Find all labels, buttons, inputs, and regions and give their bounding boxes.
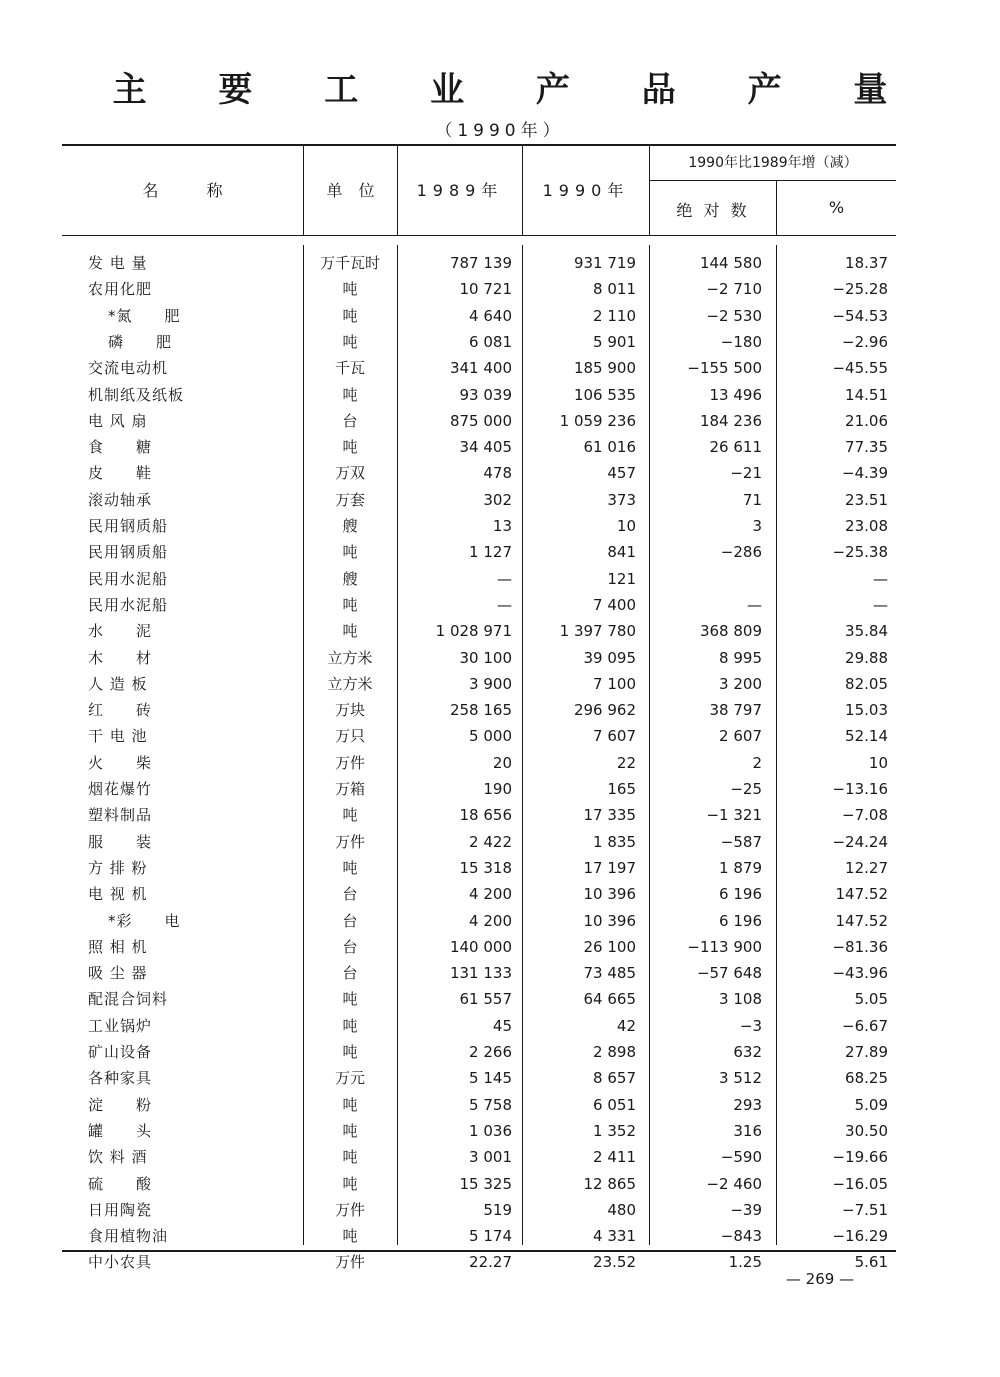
table-row: [0, 1067, 1000, 1093]
change-absolute: −21: [730, 464, 762, 483]
product-name: 民用钢质船: [88, 543, 169, 562]
change-absolute: −286: [720, 543, 762, 562]
product-name: 机制纸及纸板: [88, 385, 185, 404]
change-percent: 77.35: [845, 438, 888, 457]
product-name: 发 电 量: [88, 254, 148, 272]
product-name: 农用化肥: [88, 280, 153, 299]
value-1989: 341 400: [449, 359, 512, 378]
change-percent: —: [873, 595, 888, 614]
product-name: 饮 料 酒: [88, 1148, 148, 1167]
value-1989: 20: [492, 753, 512, 772]
change-subheader-rule: [650, 180, 896, 181]
value-1990: 480: [607, 1200, 636, 1219]
product-name: 食 糖: [88, 438, 153, 457]
change-percent: −7.51: [842, 1200, 888, 1219]
change-absolute: 38 797: [709, 701, 762, 720]
value-1989: 13: [492, 517, 512, 535]
table-row: [0, 515, 1000, 541]
product-name: 淀 粉: [88, 1095, 153, 1114]
change-absolute: 3: [752, 517, 762, 535]
product-name: 磷 肥: [108, 332, 173, 351]
product-name: 方 排 粉: [88, 858, 148, 877]
header-percent: %: [828, 198, 845, 217]
change-percent: −7.08: [842, 806, 888, 825]
change-absolute: 3 108: [719, 990, 762, 1009]
value-1990: 296 962: [573, 701, 636, 720]
value-1990: 73 485: [583, 964, 636, 983]
change-percent: −25.28: [832, 280, 888, 299]
unit-cell: 艘: [342, 517, 358, 535]
unit-cell: 台: [342, 911, 358, 930]
header-name: 名 称: [142, 181, 223, 200]
change-percent: −16.29: [832, 1227, 888, 1246]
table-row: [0, 752, 1000, 778]
value-1989: 258 165: [449, 701, 512, 720]
table-row: [0, 673, 1000, 699]
change-absolute: 1 879: [719, 858, 762, 877]
change-absolute: −180: [720, 332, 762, 351]
change-percent: −2.96: [842, 332, 888, 351]
value-1990: 1 059 236: [559, 411, 636, 430]
change-percent: 68.25: [845, 1069, 888, 1088]
table-row: [0, 1120, 1000, 1146]
change-percent: −24.24: [832, 832, 888, 851]
unit-cell: 万件: [334, 832, 365, 851]
value-1990: 6 051: [593, 1095, 636, 1114]
change-percent: 82.05: [845, 674, 888, 693]
table-row: [0, 936, 1000, 962]
value-1989: 3 900: [469, 674, 512, 693]
change-percent: 5.61: [854, 1253, 888, 1272]
change-absolute: −2 460: [706, 1174, 762, 1193]
unit-cell: 立方米: [327, 674, 373, 693]
unit-cell: 万元: [334, 1069, 365, 1088]
change-percent: —: [873, 569, 888, 588]
unit-cell: 万件: [334, 1200, 365, 1219]
product-name: 工业锅炉: [88, 1016, 153, 1035]
value-1989: —: [497, 595, 512, 614]
value-1990: 457: [607, 464, 636, 483]
value-1989: 1 028 971: [435, 622, 512, 641]
change-absolute: −590: [720, 1148, 762, 1167]
unit-cell: 万套: [334, 490, 365, 509]
product-name: 硫 酸: [88, 1174, 153, 1193]
change-absolute: −2 530: [706, 306, 762, 325]
change-absolute: −113 900: [687, 937, 762, 956]
change-percent: 21.06: [845, 411, 888, 430]
table-row: [0, 410, 1000, 436]
unit-cell: 吨: [342, 806, 358, 825]
value-1990: 8 011: [593, 280, 636, 299]
unit-cell: 吨: [342, 595, 358, 614]
unit-cell: 吨: [342, 1174, 358, 1193]
table-row: [0, 252, 1000, 278]
change-percent: −6.67: [842, 1016, 888, 1035]
change-percent: −19.66: [832, 1148, 888, 1167]
product-name: 民用水泥船: [88, 569, 169, 588]
change-percent: −16.05: [832, 1174, 888, 1193]
product-name: 配混合饲料: [88, 990, 169, 1009]
change-absolute: —: [747, 595, 762, 614]
value-1989: —: [497, 569, 512, 588]
value-1990: 1 397 780: [559, 622, 636, 641]
table-row: [0, 699, 1000, 725]
value-1990: 165: [607, 780, 636, 798]
header-bottom-rule: [62, 235, 896, 236]
change-percent: 5.09: [854, 1095, 888, 1114]
product-name: 烟花爆竹: [88, 780, 153, 798]
unit-cell: 吨: [342, 438, 358, 457]
value-1989: 45: [492, 1016, 512, 1035]
unit-cell: 吨: [342, 990, 358, 1009]
unit-cell: 吨: [342, 1043, 358, 1061]
table-row: [0, 541, 1000, 567]
change-absolute: −25: [730, 780, 762, 798]
change-absolute: 293: [733, 1095, 762, 1114]
product-name: *彩 电: [108, 911, 181, 930]
unit-cell: 吨: [342, 280, 358, 299]
value-1989: 5 000: [469, 727, 512, 746]
unit-cell: 吨: [342, 858, 358, 877]
value-1989: 15 325: [459, 1174, 512, 1193]
unit-cell: 吨: [342, 622, 358, 641]
value-1989: 4 200: [469, 911, 512, 930]
change-absolute: 1.25: [728, 1253, 762, 1272]
value-1990: 17 335: [583, 806, 636, 825]
table-row: [0, 384, 1000, 410]
change-absolute: 8 995: [719, 648, 762, 667]
change-absolute: 6 196: [719, 885, 762, 904]
change-absolute: 144 580: [699, 254, 762, 272]
table-row: [0, 1173, 1000, 1199]
product-name: 皮 鞋: [88, 464, 153, 483]
unit-cell: 吨: [342, 1095, 358, 1114]
value-1989: 22.27: [469, 1253, 512, 1272]
top-rule: [62, 144, 896, 146]
product-name: 日用陶瓷: [88, 1200, 153, 1219]
product-name: 滚动轴承: [88, 490, 153, 509]
change-absolute: 71: [742, 490, 762, 509]
unit-cell: 吨: [342, 385, 358, 404]
value-1989: 2 422: [469, 832, 512, 851]
product-name: 吸 尘 器: [88, 964, 148, 983]
table-row: [0, 1146, 1000, 1172]
product-name: 红 砖: [88, 701, 153, 720]
change-percent: 27.89: [845, 1043, 888, 1061]
product-name: 民用水泥船: [88, 595, 169, 614]
product-name: 木 材: [88, 648, 153, 667]
value-1990: 106 535: [573, 385, 636, 404]
value-1990: 121: [607, 569, 636, 588]
change-percent: 10: [868, 753, 888, 772]
value-1990: 8 657: [593, 1069, 636, 1088]
unit-cell: 台: [342, 411, 358, 430]
header-absolute: 绝 对 数: [676, 201, 750, 220]
value-1989: 5 145: [469, 1069, 512, 1088]
product-name: *氮 肥: [108, 306, 181, 325]
page-title: 主 要 工 业 产 品 产 量: [112, 70, 918, 110]
product-name: 交流电动机: [88, 359, 169, 378]
unit-cell: 万件: [334, 753, 365, 772]
unit-cell: 万箱: [334, 780, 365, 798]
change-percent: −45.55: [832, 359, 888, 378]
value-1990: 26 100: [583, 937, 636, 956]
value-1990: 841: [607, 543, 636, 562]
product-name: 罐 头: [88, 1121, 153, 1140]
value-1989: 3 001: [469, 1148, 512, 1167]
change-absolute: 6 196: [719, 911, 762, 930]
value-1990: 7 400: [593, 595, 636, 614]
change-absolute: −57 648: [696, 964, 762, 983]
value-1989: 61 557: [459, 990, 512, 1009]
change-percent: 14.51: [845, 385, 888, 404]
value-1989: 15 318: [459, 858, 512, 877]
change-absolute: −39: [730, 1200, 762, 1219]
header-1990: 1990年: [542, 181, 630, 200]
value-1990: 931 719: [573, 254, 636, 272]
unit-cell: 立方米: [327, 648, 373, 667]
value-1990: 23.52: [593, 1253, 636, 1272]
change-absolute: 368 809: [699, 622, 762, 641]
table-row: [0, 883, 1000, 909]
value-1989: 93 039: [459, 385, 512, 404]
page-subtitle: （1990年）: [435, 121, 565, 141]
change-percent: −81.36: [832, 937, 888, 956]
value-1990: 5 901: [593, 332, 636, 351]
unit-cell: 吨: [342, 1016, 358, 1035]
value-1990: 185 900: [573, 359, 636, 378]
value-1989: 302: [483, 490, 512, 509]
value-1989: 30 100: [459, 648, 512, 667]
change-absolute: 13 496: [709, 385, 762, 404]
value-1990: 1 352: [593, 1121, 636, 1140]
table-row: [0, 910, 1000, 936]
unit-cell: 吨: [342, 332, 358, 351]
change-absolute: 26 611: [709, 438, 762, 457]
value-1990: 12 865: [583, 1174, 636, 1193]
value-1990: 61 016: [583, 438, 636, 457]
change-absolute: −3: [739, 1016, 762, 1035]
table-row: [0, 1094, 1000, 1120]
value-1990: 7 607: [593, 727, 636, 746]
table-row: [0, 305, 1000, 331]
value-1990: 10 396: [583, 911, 636, 930]
table-row: [0, 278, 1000, 304]
table-row: [0, 489, 1000, 515]
product-name: 照 相 机: [88, 937, 148, 956]
change-absolute: 2 607: [719, 727, 762, 746]
value-1990: 2 110: [593, 306, 636, 325]
unit-cell: 万千瓦时: [319, 254, 380, 272]
product-name: 中小农具: [88, 1253, 153, 1272]
value-1990: 2 411: [593, 1148, 636, 1167]
value-1989: 4 200: [469, 885, 512, 904]
unit-cell: 吨: [342, 1227, 358, 1246]
change-absolute: −587: [720, 832, 762, 851]
table-row: [0, 988, 1000, 1014]
change-percent: 147.52: [835, 885, 888, 904]
table-row: [0, 331, 1000, 357]
value-1989: 1 127: [469, 543, 512, 562]
product-name: 电 风 扇: [88, 411, 148, 430]
change-absolute: 3 512: [719, 1069, 762, 1088]
unit-cell: 万双: [334, 464, 365, 483]
change-percent: 52.14: [845, 727, 888, 746]
change-percent: 15.03: [845, 701, 888, 720]
table-row: [0, 1015, 1000, 1041]
value-1990: 373: [607, 490, 636, 509]
table-row: [0, 804, 1000, 830]
unit-cell: 万块: [334, 701, 365, 720]
change-percent: −25.38: [832, 543, 888, 562]
table-row: [0, 594, 1000, 620]
value-1990: 64 665: [583, 990, 636, 1009]
header-change: 1990年比1989年增（减）: [688, 155, 858, 171]
change-absolute: −1 321: [706, 806, 762, 825]
value-1990: 7 100: [593, 674, 636, 693]
unit-cell: 艘: [342, 569, 358, 588]
change-percent: 23.08: [845, 517, 888, 535]
table-row: [0, 857, 1000, 883]
table-row: [0, 568, 1000, 594]
change-absolute: 2: [752, 753, 762, 772]
product-name: 电 视 机: [88, 885, 148, 904]
change-absolute: 184 236: [699, 411, 762, 430]
change-percent: 147.52: [835, 911, 888, 930]
table-row: [0, 436, 1000, 462]
value-1990: 1 835: [593, 832, 636, 851]
change-absolute: 632: [733, 1043, 762, 1061]
value-1989: 875 000: [449, 411, 512, 430]
change-percent: 5.05: [854, 990, 888, 1009]
table-row: [0, 778, 1000, 804]
table-row: [0, 1199, 1000, 1225]
value-1989: 1 036: [469, 1121, 512, 1140]
change-absolute: 3 200: [719, 674, 762, 693]
product-name: 食用植物油: [88, 1227, 169, 1246]
change-absolute: −2 710: [706, 280, 762, 299]
product-name: 人 造 板: [88, 674, 148, 693]
unit-cell: 吨: [342, 306, 358, 325]
value-1989: 5 174: [469, 1227, 512, 1246]
product-name: 塑料制品: [88, 806, 153, 825]
table-row: [0, 1225, 1000, 1251]
product-name: 各种家具: [88, 1069, 153, 1088]
change-percent: 23.51: [845, 490, 888, 509]
change-percent: −43.96: [832, 964, 888, 983]
product-name: 火 柴: [88, 753, 153, 772]
value-1989: 131 133: [449, 964, 512, 983]
value-1990: 39 095: [583, 648, 636, 667]
change-percent: 18.37: [845, 254, 888, 272]
table-row: [0, 1041, 1000, 1067]
unit-cell: 万只: [334, 727, 365, 746]
change-percent: −4.39: [842, 464, 888, 483]
change-absolute: −843: [720, 1227, 762, 1246]
unit-cell: 吨: [342, 1121, 358, 1140]
unit-cell: 吨: [342, 543, 358, 562]
product-name: 民用钢质船: [88, 517, 169, 535]
product-name: 矿山设备: [88, 1043, 153, 1061]
change-percent: 12.27: [845, 858, 888, 877]
value-1989: 787 139: [449, 254, 512, 272]
value-1989: 5 758: [469, 1095, 512, 1114]
table-row: [0, 831, 1000, 857]
table-row: [0, 357, 1000, 383]
unit-cell: 吨: [342, 1148, 358, 1167]
product-name: 干 电 池: [88, 727, 148, 746]
value-1989: 2 266: [469, 1043, 512, 1061]
unit-cell: 台: [342, 885, 358, 904]
value-1990: 42: [616, 1016, 636, 1035]
value-1989: 478: [483, 464, 512, 483]
value-1990: 10 396: [583, 885, 636, 904]
change-percent: 30.50: [845, 1121, 888, 1140]
unit-cell: 千瓦: [334, 359, 365, 378]
table-row: [0, 620, 1000, 646]
change-percent: 35.84: [845, 622, 888, 641]
unit-cell: 台: [342, 964, 358, 983]
change-absolute: 316: [733, 1121, 762, 1140]
change-absolute: −155 500: [687, 359, 762, 378]
value-1989: 10 721: [459, 280, 512, 299]
value-1989: 140 000: [449, 937, 512, 956]
change-percent: −13.16: [832, 780, 888, 798]
unit-cell: 万件: [334, 1253, 365, 1272]
value-1989: 519: [483, 1200, 512, 1219]
value-1989: 18 656: [459, 806, 512, 825]
product-name: 服 装: [88, 832, 153, 851]
header-1989: 1989年: [416, 181, 504, 200]
header-unit: 单 位: [326, 181, 375, 200]
change-percent: −54.53: [832, 306, 888, 325]
value-1990: 10: [616, 517, 636, 535]
product-name: 水 泥: [88, 622, 153, 641]
value-1990: 17 197: [583, 858, 636, 877]
value-1990: 2 898: [593, 1043, 636, 1061]
value-1989: 190: [483, 780, 512, 798]
table-row: [0, 647, 1000, 673]
value-1989: 34 405: [459, 438, 512, 457]
value-1989: 4 640: [469, 306, 512, 325]
table-row: [0, 462, 1000, 488]
value-1990: 4 331: [593, 1227, 636, 1246]
table-row: [0, 725, 1000, 751]
unit-cell: 台: [342, 937, 358, 956]
value-1990: 22: [616, 753, 636, 772]
page-number: — 269 —: [785, 1270, 855, 1288]
value-1989: 6 081: [469, 332, 512, 351]
change-percent: 29.88: [845, 648, 888, 667]
table-row: [0, 962, 1000, 988]
